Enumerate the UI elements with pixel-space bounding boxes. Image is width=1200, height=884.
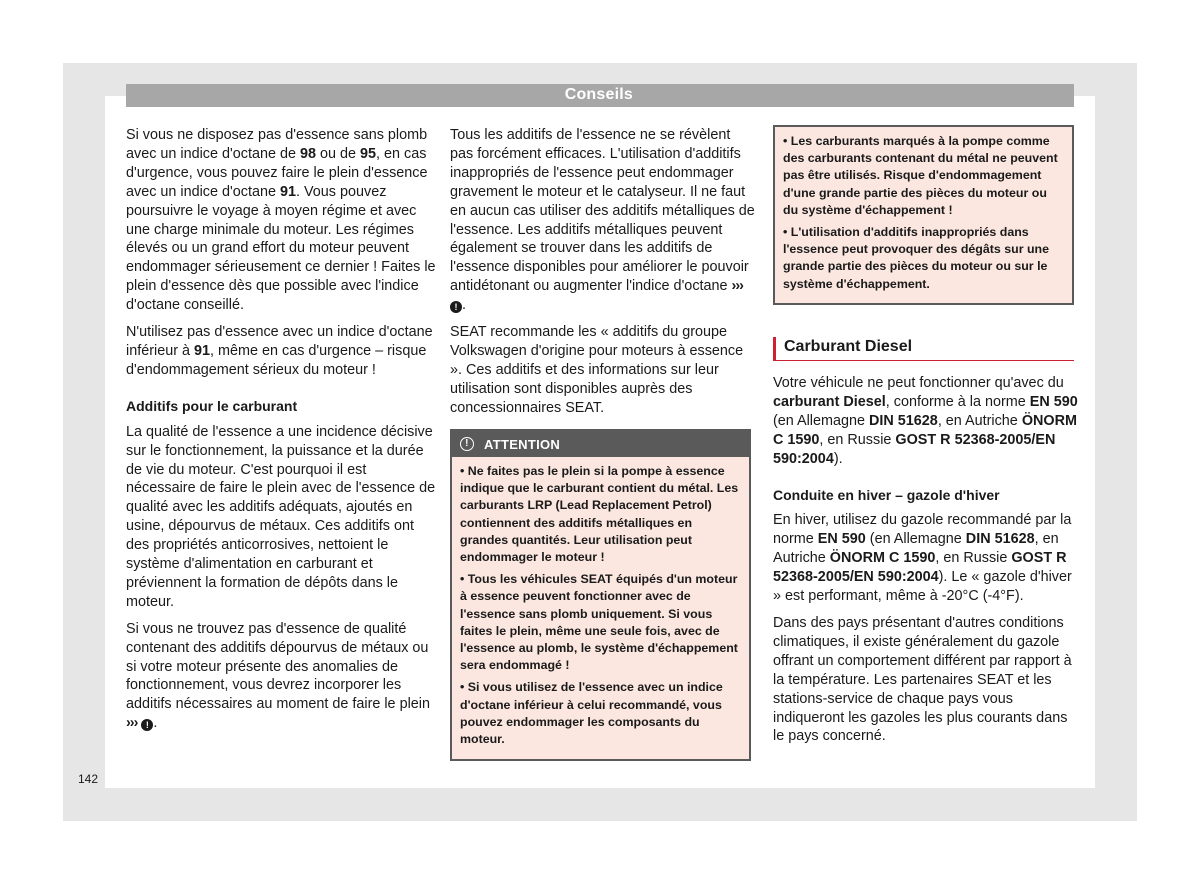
attention-label: ATTENTION bbox=[484, 436, 561, 452]
paragraph-octane: Si vous ne disposez pas d'essence sans plomb avec un indice d'octane de 98 ou de 95, en cas d'urgence, vous pouvez faire le plein d'essence avec un indice d'octane 91. Vous pouvez poursuivre le voyage à moyen régime et avec une charge minimale du moteur. Les régimes élevés ou un grand effort du moteur peuvent endommager sérieusement ce dernier ! Faites le plein d'essence dès que possible avec l'indice d'octane conseillé. bbox=[126, 127, 436, 314]
warning-icon: ! bbox=[460, 437, 474, 451]
paragraph-winter-diesel: En hiver, utilisez du gazole recommandé par la norme EN 590 (en Allemagne DIN 51628, en Autriche ÖNORM C 1590, en Russie GOST R 52368-2005/EN 590:2004). Le « gazole d'hiver » est performant, même à -20°C (-4°F). bbox=[773, 512, 1072, 605]
warning-circle-icon: ! bbox=[141, 719, 153, 731]
column-3 bbox=[773, 374, 1078, 754]
paragraph-octane-warning: N'utilisez pas d'essence avec un indice d'octane inférieur à 91, même en cas d'urgence – risque d'endommagement sérieux du moteur ! bbox=[126, 324, 433, 378]
section-header-title: Conseils bbox=[564, 86, 633, 103]
paragraph-diesel-norm: Votre véhicule ne peut fonctionner qu'avec du carburant Diesel, conforme à la norme EN 590 (en Allemagne DIN 51628, en Autriche ÖNORM C 1590, en Russie GOST R 52368-2005/EN 590:2004). bbox=[773, 375, 1078, 467]
cross-reference-arrow-icon[interactable]: ››› bbox=[126, 715, 138, 732]
column-2 bbox=[450, 126, 755, 426]
page-number: 142 bbox=[78, 772, 99, 786]
attention-header bbox=[452, 431, 749, 457]
subheading-additives: Additifs pour le carburant bbox=[126, 397, 298, 414]
attention-body bbox=[452, 457, 749, 759]
paragraph-fuel-quality: La qualité de l'essence a une incidence décisive sur le fonctionnement, la puissance et la durée de vie du moteur. C'est pourquoi il est nécessaire de faire le plein avec de l'essence de qualité avec les additifs adéquats, ajoutés en usine, dépourvus de métaux. Ces additifs ont des propriétés anticorrosives, nettoient le système d'alimentation en carburant et préviennent la formation de dépôts dans le moteur. bbox=[126, 423, 436, 610]
paragraph-additive-effectiveness: Tous les additifs de l'essence ne se révèlent pas forcément efficaces. L'utilisation d'additifs inappropriés de l'essence peut endommager gravement le moteur et le catalyseur. Il ne faut en aucun cas utiliser des additifs métalliques de l'essence. Les additifs métalliques peuvent également se trouver dans les additifs de l'essence disponibles pour améliorer le pouvoir antidétonant ou augmenter l'indice d'octane ››› ! . bbox=[450, 127, 755, 314]
cross-reference-arrow-icon[interactable]: ››› bbox=[731, 278, 743, 295]
caution-box bbox=[773, 125, 1074, 305]
warning-circle-icon: ! bbox=[450, 301, 462, 313]
attention-box bbox=[450, 429, 751, 761]
paragraph-incorporate-additives: Si vous ne trouvez pas d'essence de qualité contenant des additifs dépourvus de métaux ou si votre moteur présente des anomalies de fonctionnement, vous devrez incorporer les additifs nécessaires au moment de faire le plein ››› ! . bbox=[126, 620, 430, 732]
attention-item: • Tous les véhicules SEAT équipés d'un moteur à essence peuvent fonctionner avec de l'essence sans plomb uniquement. Si vous faites le plein, même une seule fois, avec de l'essence au plomb, le système d'échappement sera endommagé ! bbox=[460, 572, 738, 673]
column-1 bbox=[126, 126, 436, 741]
section-title-diesel: Carburant Diesel bbox=[773, 337, 1074, 361]
caution-item: • Les carburants marqués à la pompe comme des carburants contenant du métal ne peuvent pas être utilisés. Risque d'endommagement d'une grande partie des pièces du moteur ou du système d'échappement ! bbox=[783, 134, 1058, 217]
attention-item: • Si vous utilisez de l'essence avec un indice d'octane inférieur à celui recommandé, vous pouvez endommager les composants du moteur. bbox=[460, 680, 723, 747]
caution-item: • L'utilisation d'additifs inappropriés dans l'essence peut provoquer des dégâts sur une grande partie des pièces du moteur ou sur le système d'échappement. bbox=[783, 225, 1049, 291]
subheading-winter-diesel: Conduite en hiver – gazole d'hiver bbox=[773, 486, 1000, 503]
paragraph-seat-recommendation: SEAT recommande les « additifs du groupe Volkswagen d'origine pour moteurs à essence ». Ces additifs et des informations sur leur utilisation sont disponibles auprès des concessionnaires SEAT. bbox=[450, 324, 744, 416]
paragraph-other-climates: Dans des pays présentant d'autres conditions climatiques, il existe généralement du gazole offrant un comportement différent par rapport à la température. Les partenaires SEAT et les stations-service de chaque pays vous indiqueront les gazoles les plus courants dans le pays concerné. bbox=[773, 614, 1072, 745]
attention-item: • Ne faites pas le plein si la pompe à essence indique que le carburant contient du métal. Les carburants LRP (Lead Replacement Petrol) contiennent des additifs métalliques en grandes quantités. Leur utilisation peut endommager le moteur ! bbox=[460, 464, 739, 565]
section-header-bar bbox=[126, 84, 1074, 107]
